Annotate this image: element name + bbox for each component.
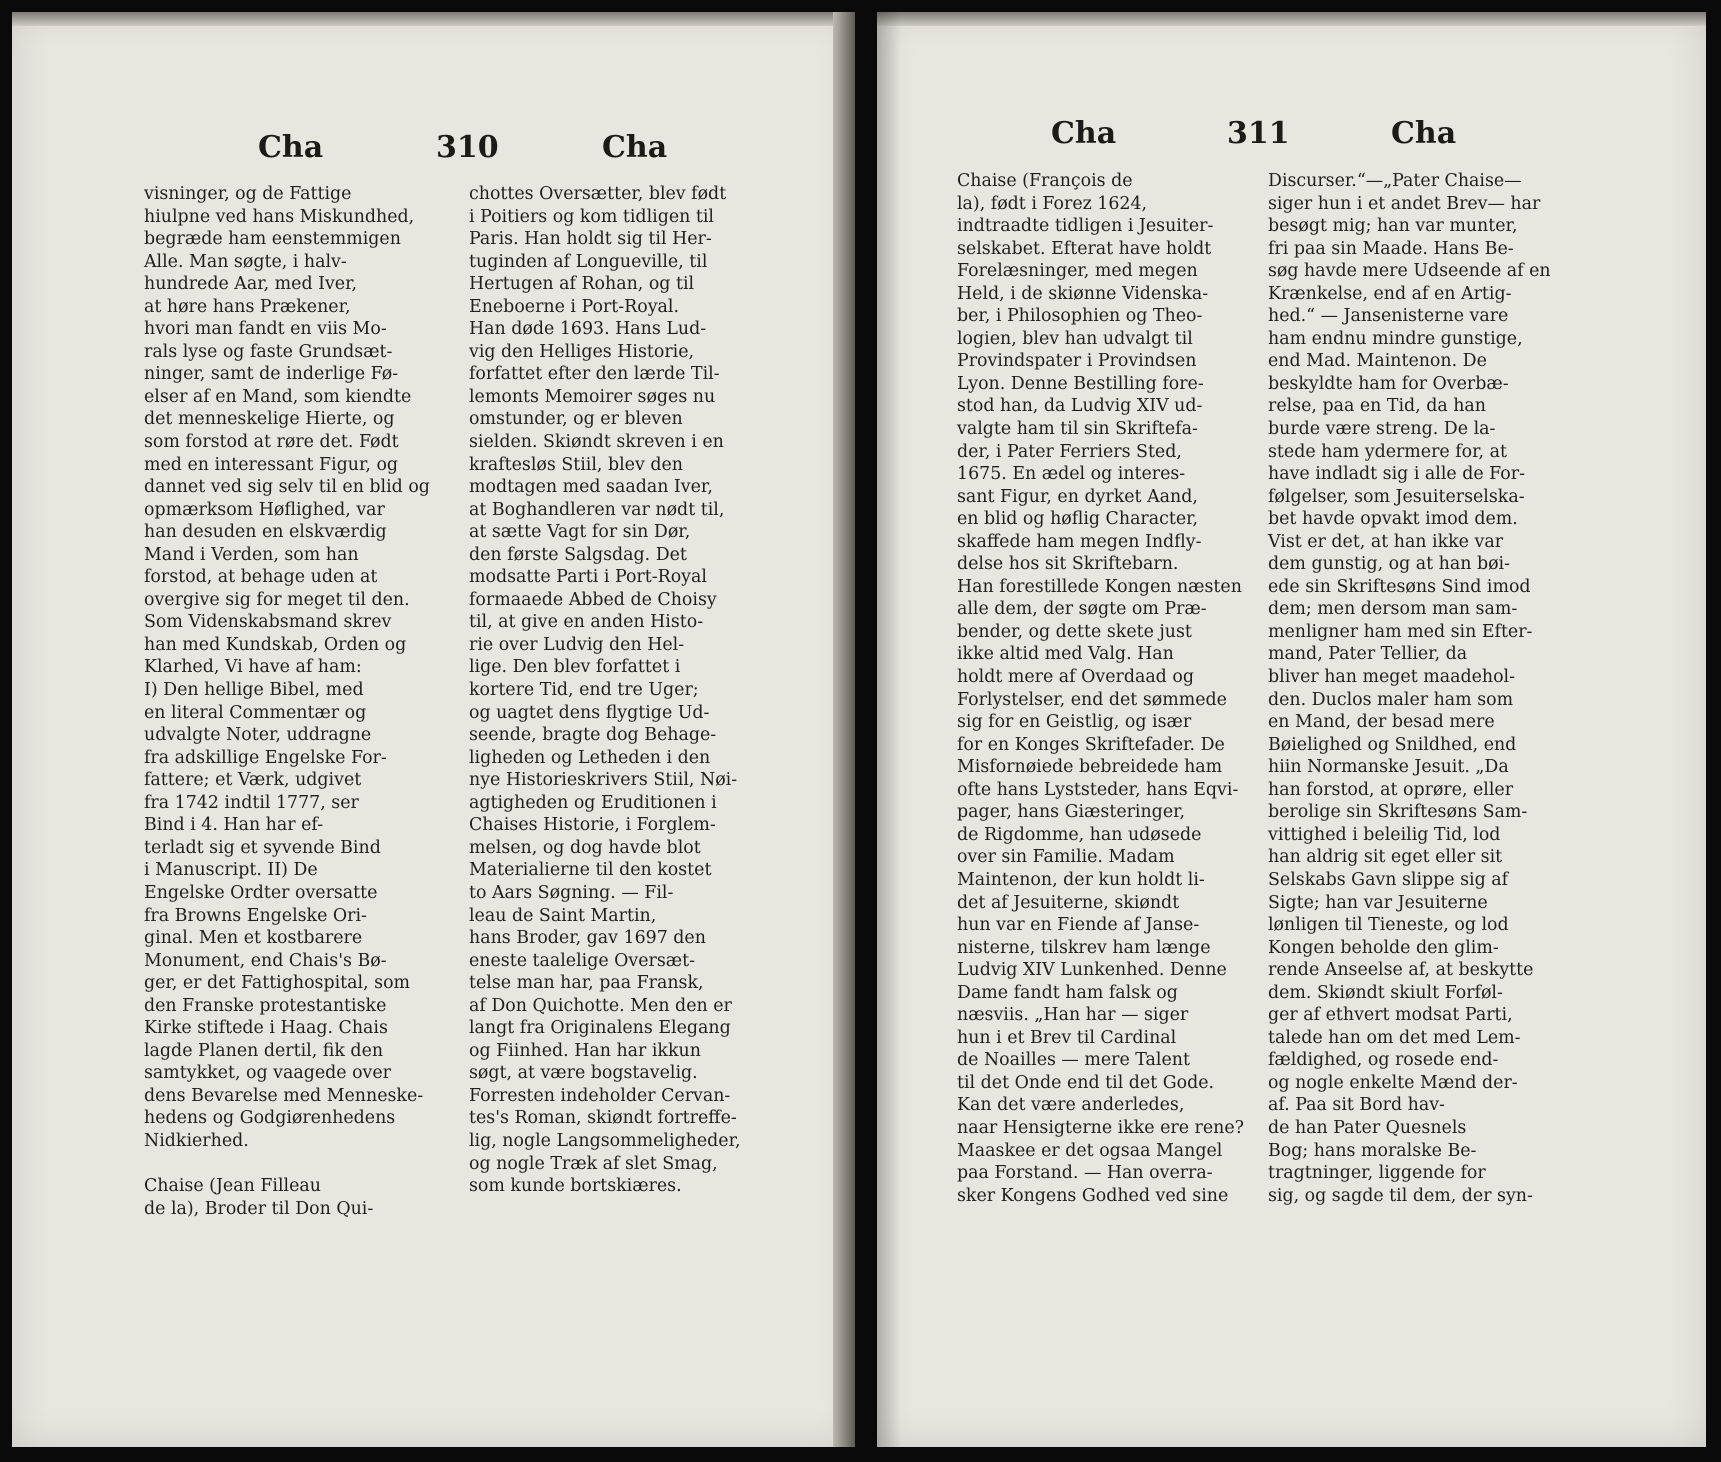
text-line: ham endnu mindre gunstige,	[1268, 328, 1523, 349]
text-line: bet havde opvakt imod dem.	[1268, 509, 1518, 530]
text-line: Han forestillede Kongen næsten	[957, 576, 1242, 597]
text-line: Chaise (François de	[957, 171, 1133, 191]
text-line: have indladt sig i alle de For-	[1268, 464, 1525, 485]
text-line: Paris. Han holdt sig til Her-	[469, 229, 712, 250]
text-line: som forstod at røre det. Født	[144, 432, 399, 453]
text-line: I) Den hellige Bibel, med	[144, 680, 364, 701]
text-line: logien, blev han udvalgt til	[957, 328, 1193, 349]
text-line: fra Browns Engelske Ori-	[144, 905, 367, 926]
text-line: lemonts Memoirer søges nu	[469, 386, 716, 407]
text-line: Forresten indeholder Cervan-	[469, 1085, 731, 1106]
text-line: med en interessant Figur, og	[144, 454, 399, 475]
text-line: dem gunstig, og at han bøi-	[1268, 554, 1510, 575]
text-line: Vist er det, at han ikke var	[1268, 531, 1504, 552]
text-line: modsatte Parti i Port-Royal	[469, 567, 707, 588]
text-line: Maintenon, der kun holdt li-	[957, 869, 1205, 890]
text-line: Klarhed, Vi have af ham:	[144, 657, 362, 678]
text-line: Selskabs Gavn slippe sig af	[1268, 869, 1509, 890]
text-line: ber, i Philosophien og Theo-	[957, 306, 1203, 327]
text-line: ofte hans Lyststeder, hans Eqvi-	[957, 779, 1239, 800]
text-line	[144, 1153, 449, 1176]
text-line: til, at give en anden Histo-	[469, 612, 704, 633]
text-line: samtykket, og vaagede over	[144, 1063, 391, 1084]
text-line: Maaskee er det ogsaa Mangel	[957, 1140, 1223, 1161]
running-head-right: Cha	[602, 130, 668, 165]
text-line: berolige sin Skriftesøns Sam-	[1268, 802, 1528, 823]
text-line: kraftesløs Stiil, blev den	[469, 454, 683, 475]
text-line: nye Historieskrivers Stiil, Nøi-	[469, 770, 738, 791]
text-line: bender, og dette skete just	[957, 621, 1192, 642]
running-head-left: Cha	[258, 130, 324, 165]
text-line: at Boghandleren var nødt til,	[469, 499, 725, 520]
text-line: han aldrig sit eget eller sit	[1268, 847, 1503, 868]
text-line: tuginden af Longueville, til	[469, 251, 708, 272]
text-line: fri paa sin Maade. Hans Be-	[1268, 238, 1514, 259]
text-line: det menneskelige Hierte, og	[144, 409, 395, 430]
text-line: Held, i de skiønne Videnska-	[957, 283, 1209, 304]
text-line: udvalgte Noter, uddragne	[144, 725, 372, 746]
text-line: den første Salgsdag. Det	[469, 544, 687, 565]
text-line: hun i et Brev til Cardinal	[957, 1027, 1177, 1048]
text-line: dens Bevarelse med Menneske-	[144, 1085, 424, 1106]
left-page	[12, 12, 855, 1447]
text-line: sig, og sagde til dem, der syn-	[1268, 1185, 1533, 1206]
text-line: besøgt mig; han var munter,	[1268, 216, 1518, 237]
text-line: delse hos sit Skriftebarn.	[957, 554, 1179, 575]
text-line: følgelser, som Jesuiterselska-	[1268, 486, 1525, 507]
text-line: 1675. En ædel og interes-	[957, 464, 1186, 485]
text-line: Bøielighed og Snildhed, end	[1268, 734, 1517, 755]
text-line: ger af ethvert modsat Parti,	[1268, 1005, 1513, 1026]
text-line: pager, hans Giæsteringer,	[957, 802, 1186, 823]
page-edge-top	[12, 12, 855, 26]
text-line: Han døde 1693. Hans Lud-	[469, 319, 707, 340]
text-line: ikke altid med Valg. Han	[957, 644, 1174, 665]
text-line: eneste taalelige Oversæt-	[469, 950, 695, 971]
page-edge-top	[877, 12, 1706, 26]
text-line: Nidkierhed.	[144, 1130, 249, 1151]
text-line: hvori man fandt en viis Mo-	[144, 319, 387, 340]
text-line: søgt, at være bogstavelig.	[469, 1063, 698, 1084]
text-line: nisterne, tilskrev ham længe	[957, 937, 1211, 958]
text-line: dem. Skiøndt skiult Forføl-	[1268, 982, 1503, 1003]
text-line: siger hun i et andet Brev— har	[1268, 193, 1541, 214]
text-line: naar Hensigterne ikke ere rene?	[957, 1117, 1244, 1138]
text-line: relse, paa en Tid, da han	[1268, 396, 1487, 417]
text-line: en literal Commentær og	[144, 702, 367, 723]
text-line: sig for en Geistlig, og især	[957, 712, 1192, 733]
text-line: indtraadte tidligen i Jesuiter-	[957, 216, 1214, 237]
text-line: tragtninger, liggende for	[1268, 1163, 1486, 1184]
right-page	[877, 12, 1706, 1447]
running-head-left: Cha	[1051, 116, 1117, 151]
text-line: ginal. Men et kostbarere	[144, 928, 363, 949]
text-line: burde være streng. De la-	[1268, 419, 1496, 440]
text-line: vig den Helliges Historie,	[469, 341, 695, 362]
text-line: den. Duclos maler ham som	[1268, 689, 1514, 710]
text-line: sielden. Skiøndt skreven i en	[469, 432, 724, 453]
text-line: vittighed i beleilig Tid, lod	[1268, 824, 1501, 845]
text-line: Chaise (Jean Filleau	[144, 1176, 321, 1197]
text-line: ger, er det Fattighospital, som	[144, 973, 411, 994]
text-line: det af Jesuiterne, skiøndt	[957, 892, 1180, 913]
text-line: to Aars Søgning. — Fil-	[469, 882, 674, 903]
text-line: forstod, at behage uden at	[144, 567, 378, 588]
text-line: lige. Den blev forfattet i	[469, 657, 681, 678]
text-line: Forelæsninger, med megen	[957, 261, 1198, 282]
text-line: han desuden en elskværdig	[144, 522, 387, 543]
text-line: Ludvig XIV Lunkenhed. Denne	[957, 960, 1227, 981]
text-line: omstunder, og er bleven	[469, 409, 683, 430]
text-line: Engelske Ordter oversatte	[144, 882, 378, 903]
text-line: han med Kundskab, Orden og	[144, 634, 407, 655]
text-line: Alle. Man søgte, i halv-	[144, 251, 347, 272]
text-column-2	[1268, 170, 1572, 1207]
text-line: alle dem, der søgte om Præ-	[957, 599, 1207, 620]
text-line: Som Videnskabsmand skrev	[144, 612, 392, 633]
page-number: 311	[1227, 116, 1290, 151]
text-line: hiin Normanske Jesuit. „Da	[1268, 757, 1509, 778]
text-line: opmærksom Høflighed, var	[144, 499, 385, 520]
text-line: hundrede Aar, med Iver,	[144, 274, 358, 295]
text-line: fra 1742 indtil 1777, ser	[144, 792, 359, 813]
text-line: Discurser.“—„Pater Chaise—	[1268, 171, 1522, 191]
text-line: talede han om det med Lem-	[1268, 1027, 1521, 1048]
text-line: der, i Pater Ferriers Sted,	[957, 441, 1182, 462]
text-line: fældighed, og rosede end-	[1268, 1050, 1499, 1071]
text-line: næsviis. „Han har — siger	[957, 1005, 1189, 1026]
text-line: bliver han meget maadehol-	[1268, 667, 1515, 688]
text-line: Lyon. Denne Bestilling fore-	[957, 373, 1204, 394]
text-line: menligner ham med sin Efter-	[1268, 621, 1533, 642]
text-line: Kirke stiftede i Haag. Chais	[144, 1018, 388, 1039]
text-line: de Rigdomme, han udøsede	[957, 824, 1202, 845]
text-line: elser af en Mand, som kiendte	[144, 386, 412, 407]
text-line: dannet ved sig selv til en blid og	[144, 477, 430, 498]
text-line: Bind i 4. Han har ef-	[144, 815, 324, 836]
text-line: de Noailles — mere Talent	[957, 1050, 1190, 1071]
text-line: Hertugen af Rohan, og til	[469, 274, 695, 295]
text-line: Chaises Historie, i Forglem-	[469, 815, 716, 836]
text-column-2	[469, 183, 779, 1198]
text-line: sker Kongens Godhed ved sine	[957, 1185, 1229, 1206]
text-line: over sin Familie. Madam	[957, 847, 1175, 868]
text-line: forfattet efter den lærde Til-	[469, 364, 720, 385]
text-line: af. Paa sit Bord hav-	[1268, 1095, 1445, 1116]
text-line: hans Broder, gav 1697 den	[469, 928, 706, 949]
text-line: søg havde mere Udseende af en	[1268, 261, 1551, 282]
text-line: overgive sig for meget til den.	[144, 589, 410, 610]
text-line: de la), Broder til Don Qui-	[144, 1198, 374, 1219]
text-line: i Poitiers og kom tidligen til	[469, 206, 714, 227]
text-line: af Don Quichotte. Men den er	[469, 995, 732, 1016]
text-line: fattere; et Værk, udgivet	[144, 770, 362, 791]
text-line: beskyldte ham for Overbæ-	[1268, 373, 1509, 394]
text-column-1	[144, 183, 449, 1220]
page-gutter	[833, 12, 855, 1447]
text-line: for en Konges Skriftefader. De	[957, 734, 1225, 755]
text-line: ninger, samt de inderlige Fø-	[144, 364, 399, 385]
text-line: den Franske protestantiske	[144, 995, 387, 1016]
text-line: langt fra Originalens Elegang	[469, 1018, 731, 1039]
text-line: lønligen til Tieneste, og lod	[1268, 915, 1509, 936]
text-line: en blid og høflig Character,	[957, 509, 1199, 530]
running-head-right: Cha	[1391, 116, 1457, 151]
text-line: formaaede Abbed de Choisy	[469, 589, 717, 610]
text-line: hun var en Fiende af Janse-	[957, 915, 1200, 936]
text-line: lagde Planen dertil, fik den	[144, 1040, 384, 1061]
text-line: selskabet. Efterat have holdt	[957, 238, 1212, 259]
text-line: og uagtet dens flygtige Ud-	[469, 702, 710, 723]
text-line: modtagen med saadan Iver,	[469, 477, 713, 498]
text-line: end Mad. Maintenon. De	[1268, 351, 1487, 372]
text-line: ligheden og Letheden i den	[469, 747, 711, 768]
text-line: Monument, end Chais's Bø-	[144, 950, 387, 971]
text-line: hedens og Godgiørenhedens	[144, 1108, 396, 1129]
text-line: i Manuscript. II) De	[144, 860, 318, 881]
text-line: rende Anseelse af, at beskytte	[1268, 960, 1534, 981]
text-line: Eneboerne i Port-Royal.	[469, 296, 679, 317]
text-line: holdt mere af Overdaad og	[957, 667, 1194, 688]
text-line: at høre hans Prækener,	[144, 296, 351, 317]
text-line: melsen, og dog havde blot	[469, 837, 701, 858]
text-line: og Fiinhed. Han har ikkun	[469, 1040, 701, 1061]
text-line: Mand i Verden, som han	[144, 544, 359, 565]
text-line: og nogle enkelte Mænd der-	[1268, 1072, 1518, 1093]
text-column-1	[957, 170, 1257, 1207]
text-line: de han Pater Quesnels	[1268, 1117, 1467, 1138]
text-line: en Mand, der besad mere	[1268, 712, 1495, 733]
text-line: skaffede ham megen Indfly-	[957, 531, 1202, 552]
text-line: Misfornøiede bebreidede ham	[957, 757, 1223, 778]
text-line: fra adskillige Engelske For-	[144, 747, 387, 768]
text-line: visninger, og de Fattige	[144, 184, 352, 204]
text-line: chottes Oversætter, blev født	[469, 184, 727, 204]
text-line: som kunde bortskiæres.	[469, 1176, 682, 1197]
text-line: seende, bragte dog Behage-	[469, 725, 717, 746]
text-line: Bog; hans moralske Be-	[1268, 1140, 1477, 1161]
page-gutter	[877, 12, 901, 1447]
text-line: til det Onde end til det Gode.	[957, 1072, 1215, 1093]
text-line: Dame fandt ham falsk og	[957, 982, 1178, 1003]
text-line: paa Forstand. — Han overra-	[957, 1163, 1213, 1184]
text-line: valgte ham til sin Skriftefa-	[957, 419, 1198, 440]
text-line: stede ham ydermere for, at	[1268, 441, 1507, 462]
text-line: han forstod, at oprøre, eller	[1268, 779, 1514, 800]
text-line: mand, Pater Tellier, da	[1268, 644, 1468, 665]
text-line: terladt sig et syvende Bind	[144, 837, 381, 858]
text-line: Kongen beholde den glim-	[1268, 937, 1499, 958]
text-line: Materialierne til den kostet	[469, 860, 712, 881]
text-line: stod han, da Ludvig XIV ud-	[957, 396, 1203, 417]
text-line: rie over Ludvig den Hel-	[469, 634, 685, 655]
text-line: Forlystelser, end det sømmede	[957, 689, 1227, 710]
text-line: dem; men dersom man sam-	[1268, 599, 1518, 620]
text-line: hiulpne ved hans Miskundhed,	[144, 206, 415, 227]
text-line: kortere Tid, end tre Uger;	[469, 680, 699, 701]
text-line: Krænkelse, end af en Artig-	[1268, 283, 1512, 304]
text-line: Provindspater i Provindsen	[957, 351, 1197, 372]
text-line: hed.“ — Jansenisterne vare	[1268, 306, 1509, 327]
page-number: 310	[436, 130, 499, 165]
text-line: agtigheden og Eruditionen i	[469, 792, 717, 813]
text-line: sant Figur, en dyrket Aand,	[957, 486, 1198, 507]
text-line: tes's Roman, skiøndt fortreffe-	[469, 1108, 737, 1129]
text-line: lig, nogle Langsommeligheder,	[469, 1130, 741, 1151]
text-line: Sigte; han var Jesuiterne	[1268, 892, 1488, 913]
text-line: at sætte Vagt for sin Dør,	[469, 522, 691, 543]
text-line: leau de Saint Martin,	[469, 905, 657, 926]
text-line: og nogle Træk af slet Smag,	[469, 1153, 718, 1174]
text-line: la), født i Forez 1624,	[957, 193, 1148, 214]
text-line: begræde ham eenstemmigen	[144, 229, 401, 250]
text-line: rals lyse og faste Grundsæt-	[144, 341, 393, 362]
text-line: telse man har, paa Fransk,	[469, 973, 704, 994]
text-line: Kan det være anderledes,	[957, 1095, 1185, 1116]
text-line: ede sin Skriftesøns Sind imod	[1268, 576, 1531, 597]
